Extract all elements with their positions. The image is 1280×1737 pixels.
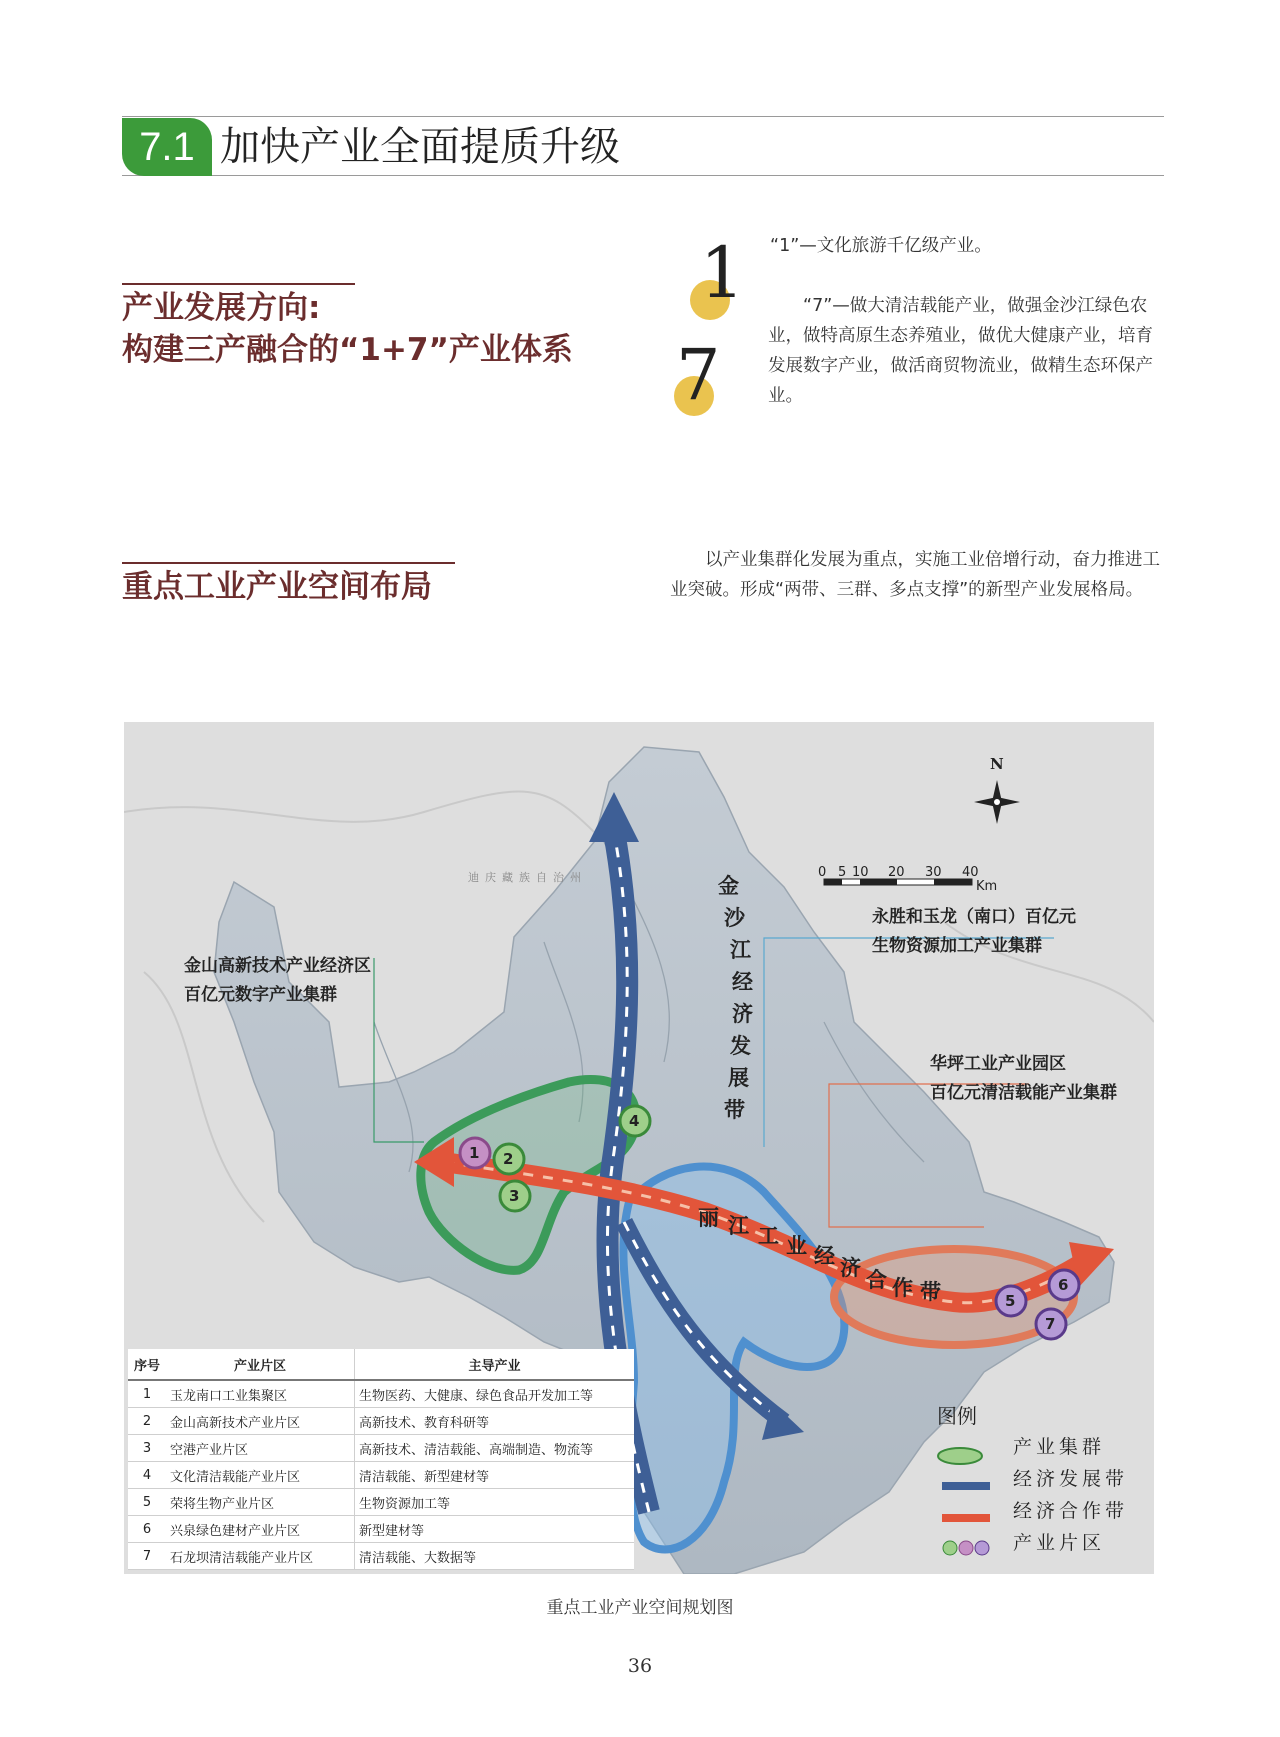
section2-paragraph: 以产业集群化发展为重点，实施工业倍增行动，奋力推进工业突破。形成“两带、三群、多点支撑”的新型产业发展格局。: [670, 550, 1160, 600]
lijiang-band-char-5: 经: [814, 1244, 835, 1268]
zone-label-5: 5: [1005, 1292, 1016, 1310]
lijiang-band-char-1: 丽: [698, 1206, 719, 1230]
table-row: [128, 1516, 634, 1543]
scale-tick-30: 30: [925, 865, 942, 880]
cell-industry: 高新技术、教育科研等: [355, 1408, 635, 1435]
legend-item: [937, 1526, 1137, 1557]
scale-tick-10: 10: [852, 865, 869, 880]
cell-index: 2: [128, 1408, 166, 1435]
jinsha-band-char-7: 展: [728, 1066, 749, 1090]
label-yongsheng-line2: 生物资源加工产业集群: [872, 936, 1042, 956]
cell-zone: 荣将生物产业片区: [166, 1489, 355, 1516]
jinsha-band-char-4: 经: [732, 970, 753, 994]
cell-index: 6: [128, 1516, 166, 1543]
label-jinshan-line2: 百亿元数字产业集群: [184, 985, 337, 1005]
legend-item: [937, 1430, 1137, 1461]
table-row: [128, 1435, 634, 1462]
cell-zone: 兴泉绿色建材产业片区: [166, 1516, 355, 1543]
legend-item-label: 产业集群: [1013, 1436, 1106, 1458]
header-rule-top: [122, 116, 1164, 117]
cell-industry: 新型建材等: [355, 1516, 635, 1543]
cell-index: 7: [128, 1543, 166, 1570]
scale-tick-0: 0: [818, 865, 827, 880]
page-title: 加快产业全面提质升级: [220, 124, 620, 170]
lijiang-band-char-2: 江: [728, 1214, 749, 1238]
label-huaping-line1: 华坪工业产业园区: [930, 1054, 1066, 1074]
zone-label-2: 2: [503, 1150, 514, 1168]
cell-zone: 文化清洁载能产业片区: [166, 1462, 355, 1489]
jinsha-band-char-8: 带: [724, 1098, 745, 1122]
scale-tick-5: 5: [838, 865, 847, 880]
region-name: 迪庆藏族自治州: [468, 871, 587, 884]
cell-zone: 玉龙南口工业集聚区: [166, 1380, 355, 1408]
scale-unit: Km: [976, 879, 998, 894]
map-caption: 重点工业产业空间规划图: [546, 1598, 734, 1618]
north-label: N: [990, 755, 1004, 773]
cell-index: 3: [128, 1435, 166, 1462]
lijiang-band-char-7: 合: [866, 1268, 887, 1292]
table-row: [128, 1408, 634, 1435]
label-jinshan-line1: 金山高新技术产业经济区: [184, 956, 371, 976]
jinsha-band-char-1: 金: [718, 874, 739, 898]
heading-rule: [122, 283, 355, 285]
scale-tick-20: 20: [888, 865, 905, 880]
zone-label-7: 7: [1045, 1315, 1056, 1333]
section-heading-line1: 产业发展方向:: [122, 290, 321, 326]
table-row: [128, 1462, 634, 1489]
paragraph-seven: “7”—做大清洁载能产业，做强金沙江绿色农业，做特高原生态养殖业，做优大健康产业，培育发展数字产业，做活商贸物流业，做精生态环保产业。: [768, 296, 1153, 406]
legend-item-label: 产业片区: [1013, 1532, 1106, 1554]
cell-industry: 高新技术、清洁载能、高端制造、物流等: [355, 1435, 635, 1462]
jinsha-band-char-2: 沙: [724, 906, 745, 930]
table-row: [128, 1543, 634, 1570]
label-yongsheng-line1: 永胜和玉龙（南口）百亿元: [872, 907, 1076, 927]
lijiang-band-char-6: 济: [840, 1256, 861, 1280]
industrial-zone-table: [128, 1349, 634, 1570]
legend-item: [937, 1462, 1137, 1493]
cell-index: 5: [128, 1489, 166, 1516]
label-huaping-line2: 百亿元清洁载能产业集群: [930, 1083, 1117, 1103]
paragraph-one: “1”—文化旅游千亿级产业。: [770, 236, 992, 256]
jinsha-band-char-3: 江: [730, 938, 751, 962]
cell-index: 4: [128, 1462, 166, 1489]
section2-heading: 重点工业产业空间布局: [122, 569, 432, 605]
legend-title: 图例: [937, 1404, 977, 1428]
zone-label-1: 1: [469, 1144, 480, 1162]
cell-industry: 清洁载能、大数据等: [355, 1543, 635, 1570]
cell-zone: 石龙坝清洁载能产业片区: [166, 1543, 355, 1570]
lijiang-band-char-9: 带: [920, 1280, 941, 1304]
table-row: [128, 1380, 634, 1408]
col-header-index: 序号: [128, 1349, 166, 1380]
cell-zone: 金山高新技术产业片区: [166, 1408, 355, 1435]
map-legend: [937, 1400, 1137, 1557]
number-one: 1: [700, 232, 745, 314]
legend-item: [937, 1494, 1137, 1525]
lijiang-band-char-4: 业: [786, 1234, 807, 1258]
section-number-badge: 7.1: [122, 118, 212, 176]
zone-label-4: 4: [629, 1112, 640, 1130]
number-seven: 7: [676, 334, 721, 416]
col-header-industry: 主导产业: [355, 1349, 635, 1380]
page-number: 36: [627, 1655, 653, 1677]
jinsha-band-char-5: 济: [732, 1002, 753, 1026]
cell-industry: 生物医药、大健康、绿色食品开发加工等: [355, 1380, 635, 1408]
legend-item-label: 经济合作带: [1013, 1500, 1129, 1522]
col-header-zone: 产业片区: [166, 1349, 355, 1380]
scale-tick-40: 40: [962, 865, 979, 880]
heading-rule-2: [122, 562, 455, 564]
cell-zone: 空港产业片区: [166, 1435, 355, 1462]
cell-industry: 清洁载能、新型建材等: [355, 1462, 635, 1489]
lijiang-band-char-8: 作: [892, 1276, 913, 1300]
legend-item-label: 经济发展带: [1013, 1468, 1129, 1490]
zone-label-3: 3: [509, 1187, 520, 1205]
lijiang-band-char-3: 工: [758, 1224, 779, 1248]
section-heading-line2: 构建三产融合的“1+7”产业体系: [122, 332, 573, 368]
zone-label-6: 6: [1058, 1276, 1069, 1294]
jinsha-band-char-6: 发: [730, 1034, 751, 1058]
table-row: [128, 1489, 634, 1516]
industrial-planning-map: [124, 722, 1154, 1574]
cell-index: 1: [128, 1380, 166, 1408]
cell-industry: 生物资源加工等: [355, 1489, 635, 1516]
table-header-row: [128, 1349, 634, 1380]
